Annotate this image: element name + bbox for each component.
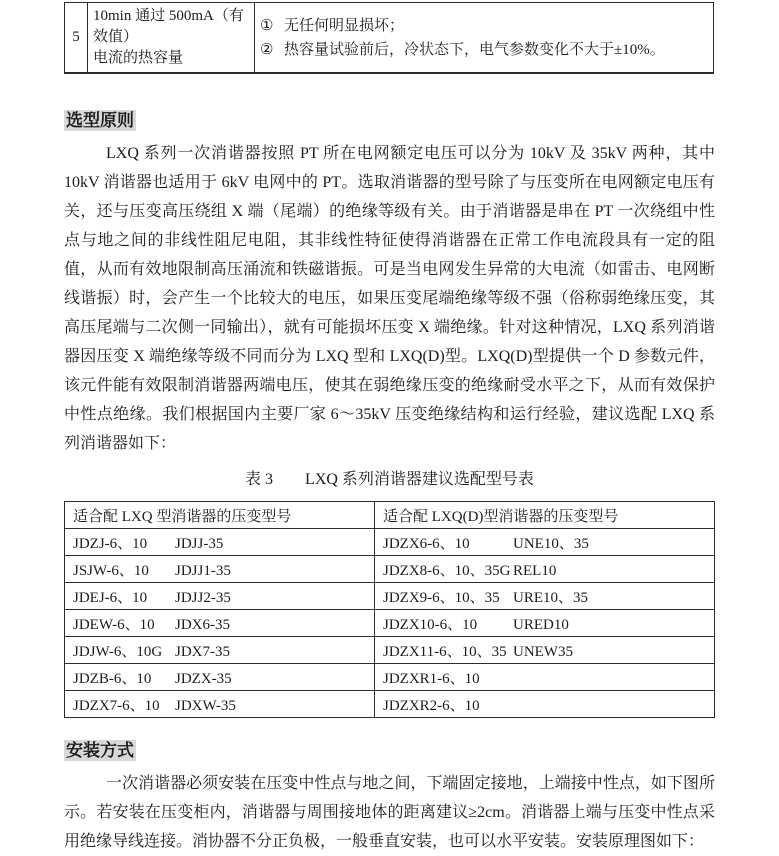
cell-lxq [65, 691, 375, 718]
criteria-text: 热容量试验前后，冷状态下，电气参数变化不大于±10%。 [284, 41, 665, 58]
model-code: JDJJ-35 [175, 535, 224, 552]
model-code: JDEW-6、10 [73, 616, 155, 633]
heading-text: 选型原则 [66, 111, 134, 130]
model-code: JDJW-6、10G [73, 643, 163, 660]
column-header-lxq: 适合配 LXQ 型消谐器的压变型号 [65, 502, 375, 529]
cell-lxq [65, 637, 375, 664]
spec-item-cell [88, 3, 255, 74]
cell-lxqd [375, 664, 715, 691]
model-code: UNEW35 [513, 643, 573, 660]
cell-lxq [65, 664, 375, 691]
column-header-lxqd: 适合配 LXQ(D)型消谐器的压变型号 [375, 502, 715, 529]
table-row [65, 529, 715, 556]
spec-criteria-cell [255, 3, 714, 74]
model-code: URE10、35 [513, 589, 589, 606]
selection-paragraph: LXQ 系列一次消谐器按照 PT 所在电网额定电压可以分为 10kV 及 35kV 两种，其中 10kV 消谐器也适用于 6kV 电网中的 PT。选取消谐器的型号除了与压变所在电网额定电压有关，还与压变高压绕组 X 端（尾端）的绝缘等级有关。由于消谐器是串在 PT 一次绕组中性点与地之间的非线性阻尼电阻，其非线性特征使得消谐器在正常工作电流段具有一定的阻值，从而有效地限制高压涌流和铁磁谐振。可是当电网发生异常的大电流（如雷击、电网断线谐振）时，会产生一个比较大的电压，如果压变尾端绝缘等级不强（俗称弱绝缘压变，其高压尾端与二次侧一同输出），就有可能损坏压变 X 端绝缘。针对这种情况，LXQ 系列消谐器因压变 X 端绝缘等级不同而分为 LXQ 型和 LXQ(D)型。LXQ(D)型提供一个 D 参数元件，该元件能有效限制消谐器两端电压，使其在弱绝缘压变的绝缘耐受水平之下，从而有效保护中性点绝缘。我们根据国内主要厂家 6～35kV 压变绝缘结构和运行经验，建议选配 LXQ 系列消谐器如下： [64, 145, 715, 452]
model-code: JDZJ-6、10 [73, 535, 148, 552]
model-code: JDZX-35 [175, 670, 232, 687]
cell-lxqd [375, 610, 715, 637]
model-code: JDX6-35 [175, 616, 230, 633]
circled-number-icon: ① [260, 17, 274, 34]
model-code: REL10 [513, 562, 557, 579]
model-code: JDJJ1-35 [175, 562, 231, 579]
model-code: JDX7-35 [175, 643, 230, 660]
section-heading-installation [64, 738, 715, 763]
model-code: JDEJ-6、10 [73, 589, 148, 606]
model-code: JDZX6-6、10 [383, 535, 470, 552]
model-code: JDXW-35 [175, 697, 236, 714]
cell-lxq [65, 610, 375, 637]
table-row [65, 691, 715, 718]
spec-table [64, 2, 714, 74]
cell-lxq [65, 529, 375, 556]
model-code: URED10 [513, 616, 569, 633]
criteria-item [260, 38, 708, 62]
installation-paragraph: 一次消谐器必须安装在压变中性点与地之间，下端固定接地，上端接中性点，如下图所示。若安装在压变柜内，消谐器与周围接地体的距离建议≥2cm。消谐器上端与压变中性点采用绝缘导线连接。消协器不分正负极，一般垂直安装，也可以水平安装。安装原理图如下： [64, 775, 715, 850]
model-code: JDZX11-6、10、35 [383, 643, 507, 660]
model-code: JDZXR1-6、10 [383, 670, 480, 687]
cell-lxqd [375, 583, 715, 610]
model-code: UNE10、35 [513, 535, 589, 552]
cell-lxq [65, 583, 375, 610]
spec-item-line: 电流的热容量 [93, 50, 184, 66]
table-header-row [65, 502, 715, 529]
model-code: JSJW-6、10 [73, 562, 149, 579]
model-code: JDZX8-6、10、35G [383, 562, 511, 579]
model-code: JDZX7-6、10 [73, 697, 160, 714]
criteria-text: 无任何明显损坏； [284, 17, 405, 34]
section-heading-selection [64, 108, 715, 133]
model-code: JDZX10-6、10 [383, 616, 478, 633]
heading-text: 安装方式 [66, 741, 134, 760]
model-code: JDZB-6、10 [73, 670, 152, 687]
criteria-item [260, 14, 708, 38]
table-caption: 表 3 LXQ 系列消谐器建议选配型号表 [245, 471, 534, 488]
table-row [65, 556, 715, 583]
model-code: JDZXR2-6、10 [383, 697, 480, 714]
cell-lxqd [375, 637, 715, 664]
cell-lxqd [375, 691, 715, 718]
table-row [65, 3, 714, 74]
table-row [65, 610, 715, 637]
spec-item-line: 10min 通过 500mA（有效值） [93, 8, 244, 45]
table-row [65, 583, 715, 610]
spec-row-number: 5 [65, 3, 88, 74]
table-row [65, 637, 715, 664]
model-table [64, 501, 715, 718]
circled-number-icon: ② [260, 41, 274, 58]
cell-lxqd [375, 529, 715, 556]
cell-lxq [65, 556, 375, 583]
model-code: JDZX9-6、10、35 [383, 589, 500, 606]
table-row [65, 664, 715, 691]
cell-lxqd [375, 556, 715, 583]
model-code: JDJJ2-35 [175, 589, 231, 606]
